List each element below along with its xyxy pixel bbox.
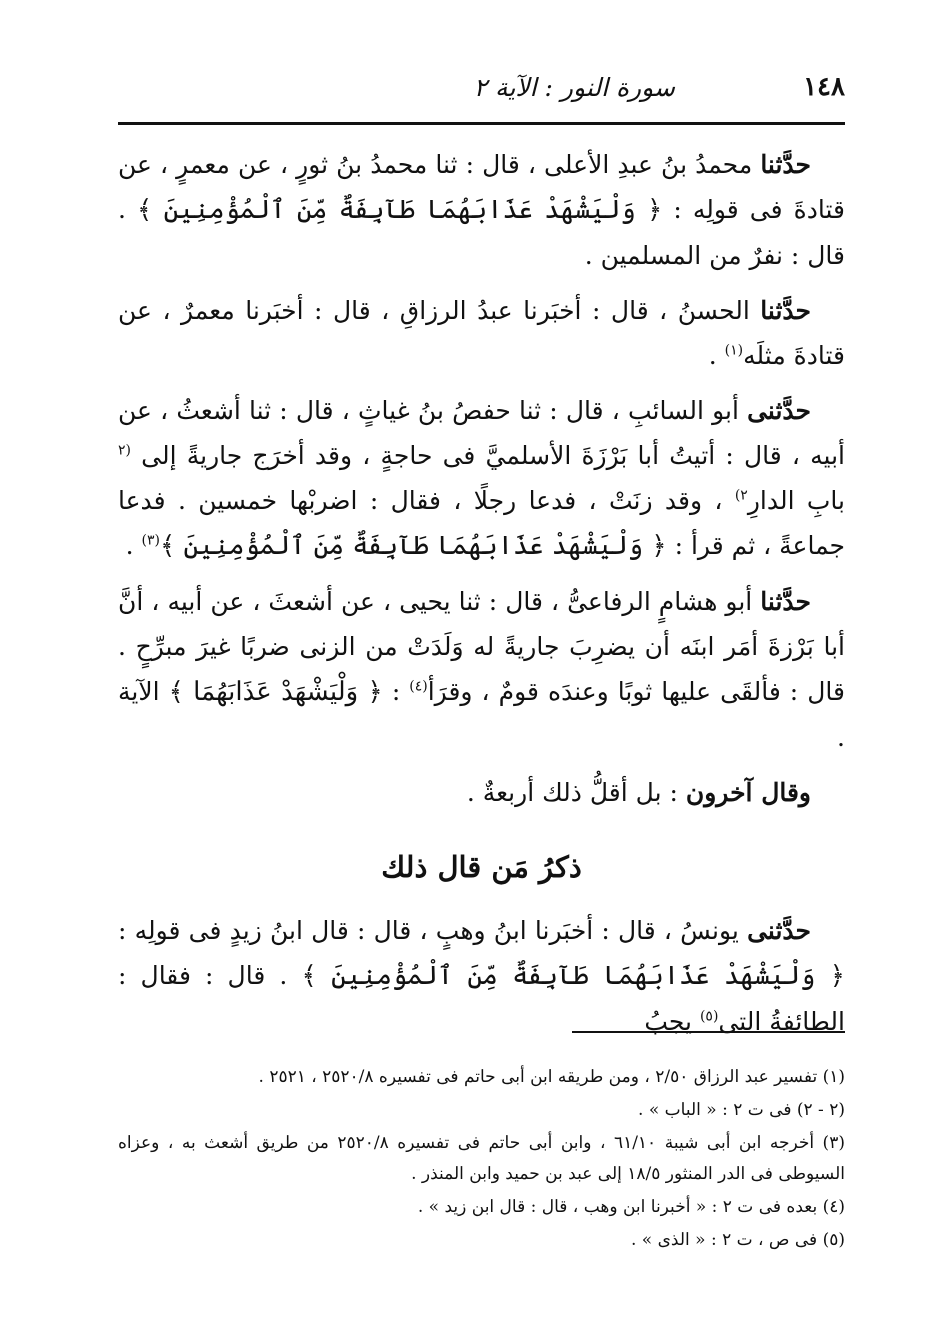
paragraph-text: يجبُ — [644, 1007, 700, 1036]
paragraph-text: أبو السائبِ ، قال : ثنا حفصُ بنُ غياثٍ ، قال : ثنا أشعثُ ، عن أبيه ، قال : أتيتُ أبا بَرْزَةَ الأسلميَّ فى حاجةٍ ، وقد أخرَج جاريةً إلى — [118, 396, 845, 470]
paragraph-text: . — [708, 341, 725, 370]
quran-quote: ﴿ وَلْيَشْهَدْ عَذَابَهُمَا ﴾ — [168, 677, 383, 707]
footnote: (٢ - ٢) فى ت ٢ : « الباب » . — [638, 1100, 845, 1120]
main-text — [118, 142, 845, 1054]
paragraph-text: . — [125, 531, 142, 560]
footnote: (٤) بعده فى ت ٢ : « أخبرنا ابن وهب ، قال : قال ابن زيد » . — [417, 1197, 845, 1217]
footnote-ref: (١) — [724, 342, 744, 359]
paragraph-2 — [118, 288, 845, 378]
paragraph-text: ، وقد زنَتْ ، فدعا رجلًا ، فقال : اضربْها خمسين . فدعا جماعةً ، ثم قرأ : — [118, 486, 845, 560]
quran-quote: ﴿ وَلْيَشْهَدْ عَذَابَهُمَا طَآبِفَةٌ مِّنَ ٱلْمُؤْمِنِينَ ﴾ — [137, 195, 663, 225]
paragraph-6 — [118, 908, 845, 1044]
footnote: (٣) أخرجه ابن أبى شيبة ٦١/١٠ ، وابن أبى حاتم فى تفسيره ٢٥٢٠/٨ من طريق أشعث به ، وعزاه السيوطى فى الدر المنثور ١٨/٥ إلى عبد بن حميد وابن المنذر . — [118, 1133, 845, 1184]
paragraph-text: أبو هشامٍ الرفاعىُّ ، قال : ثنا يحيى ، عن أشعثَ ، عن أبيه ، أنَّ أبا بَرْزةَ أمَر ابنَه أن يضرِبَ جاريةً له وَلَدَتْ من الزنى ضربًا غيرَ مبرِّحٍ . قال : فألقَى عليها ثوبًا وعندَه قومٌ ، وقرَأ — [118, 587, 845, 706]
isnad-lead: حدَّثنا — [760, 150, 812, 179]
footnote-ref: (٣) — [141, 532, 161, 549]
header-rule — [118, 122, 845, 125]
paragraph-3 — [118, 388, 845, 569]
isnad-lead: حدَّثنى — [747, 916, 811, 945]
paragraph-text: : — [382, 677, 410, 706]
opinion-lead: وقال آخرون — [685, 778, 811, 807]
isnad-lead: حدَّثنا — [760, 296, 811, 325]
footnotes — [118, 1062, 845, 1258]
quran-quote: ﴿ وَلْيَشْهَدْ عَذَابَهُمَا طَآبِفَةٌ مِّنَ ٱلْمُؤْمِنِينَ ﴾ — [301, 961, 846, 991]
isnad-lead: حدَّثنا — [760, 587, 811, 616]
footnote: (١) تفسير عبد الرزاق ٢/٥٠ ، ومن طريقه ابن أبى حاتم فى تفسيره ٢٥٢٠/٨ ، ٢٥٢١ . — [258, 1067, 845, 1087]
page-header — [118, 62, 845, 112]
footnote: (٥) فى ص ، ت ٢ : « الذى » . — [630, 1230, 845, 1250]
paragraph-1 — [118, 142, 845, 278]
paragraph-text: . قال : نفرٌ من المسلمين . — [118, 195, 845, 270]
paragraph-5 — [118, 770, 845, 815]
paragraph-4 — [118, 579, 845, 760]
paragraph-text: : بل أقلُّ ذلك أربعةٌ . — [466, 778, 686, 807]
paragraph-text: الحسنُ ، قال : أخبَرنا عبدُ الرزاقِ ، قال : أخبَرنا معمرٌ ، عن قتادةَ مثلَه — [118, 296, 845, 370]
paragraph-text: يونسُ ، قال : أخبَرنا ابنُ وهبٍ ، قال : قال ابنُ زيدٍ فى قولِه : — [118, 916, 739, 945]
footnote-ref: (٢ — [118, 442, 131, 459]
paragraph-text: محمدُ بنُ عبدِ الأعلى ، قال : ثنا محمدُ بنُ ثورٍ ، عن معمرٍ ، عن قتادةَ فى قولِه : — [118, 150, 845, 224]
footnote-ref: ٢) — [734, 487, 748, 504]
isnad-lead: حدَّثنى — [747, 396, 812, 425]
paragraph-text: بابِ الدارِ — [747, 486, 845, 515]
paragraph-text: الآية . — [118, 677, 845, 752]
paragraph-text: . قال : فقال : الطائفةُ التى — [118, 961, 845, 1036]
section-heading: ذكرُ مَن قال ذلك — [381, 850, 582, 884]
footnote-rule — [572, 1031, 845, 1033]
footnote-ref: (٥) — [699, 1008, 719, 1025]
quran-quote: ﴿ وَلْيَشْهَدْ عَذَابَهُمَا طَآبِفَةٌ مِّنَ ٱلْمُؤْمِنِينَ ﴾ — [160, 531, 667, 561]
page-number: ١٤٨ — [803, 72, 845, 102]
footnote-ref: (٤) — [409, 678, 428, 695]
running-title: سورة النور : الآية ٢ — [473, 72, 675, 102]
